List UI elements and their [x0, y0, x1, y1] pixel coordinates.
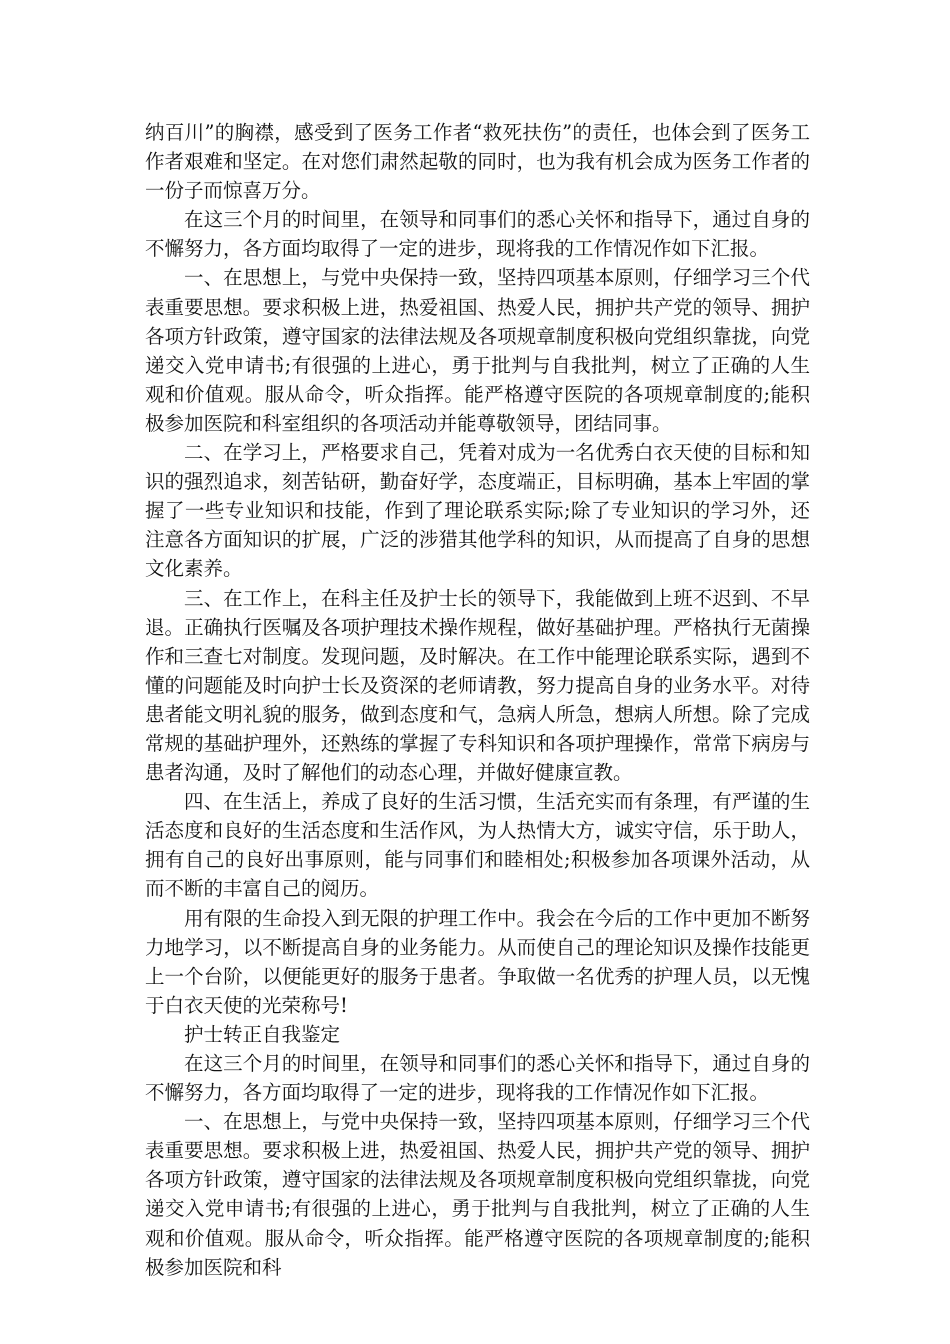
paragraph-ideology-repeat: 一、在思想上，与党中央保持一致，坚持四项基本原则，仔细学习三个代表重要思想。要求积极上进，热爱祖国、热爱人民，拥护共产党的领导、拥护各项方针政策，遵守国家的法律法规及各项规章制度积极向党组织靠拢，向党递交入党申请书;有很强的上进心，勇于批判与自我批判，树立了正确的人生观和价值观。服从命令，听众指挥。能严格遵守医院的各项规章制度的;能积极参加医院和科	[145, 1110, 810, 1279]
paragraph-intro: 在这三个月的时间里，在领导和同事们的悉心关怀和指导下，通过自身的不懈努力，各方面均取得了一定的进步，现将我的工作情况作如下汇报。	[145, 208, 810, 261]
paragraph-ideology: 一、在思想上，与党中央保持一致，坚持四项基本原则，仔细学习三个代表重要思想。要求积极上进，热爱祖国、热爱人民，拥护共产党的领导、拥护各项方针政策，遵守国家的法律法规及各项规章制度积极向党组织靠拢，向党递交入党申请书;有很强的上进心，勇于批判与自我批判，树立了正确的人生观和价值观。服从命令，听众指挥。能严格遵守医院的各项规章制度的;能积极参加医院和科室组织的各项活动并能尊敬领导，团结同事。	[145, 266, 810, 435]
paragraph-conclusion: 用有限的生命投入到无限的护理工作中。我会在今后的工作中更加不断努力地学习，以不断提高自身的业务能力。从而使自己的理论知识及操作技能更上一个台阶，以便能更好的服务于患者。争取做一名优秀的护理人员，以无愧于白衣天使的光荣称号!	[145, 906, 810, 1017]
paragraph-life: 四、在生活上，养成了良好的生活习惯，生活充实而有条理，有严谨的生活态度和良好的生活态度和生活作风，为人热情大方，诚实守信，乐于助人，拥有自己的良好出事原则，能与同事们和睦相处;积极参加各项课外活动，从而不断的丰富自己的阅历。	[145, 790, 810, 901]
paragraph-study: 二、在学习上，严格要求自己，凭着对成为一名优秀白衣天使的目标和知识的强烈追求，刻苦钻研，勤奋好学，态度端正，目标明确，基本上牢固的掌握了一些专业知识和技能，作到了理论联系实际;除了专业知识的学习外，还注意各方面知识的扩展，广泛的涉猎其他学科的知识，从而提高了自身的思想文化素养。	[145, 441, 810, 581]
document-body	[145, 118, 810, 1282]
paragraph-continuation: 纳百川”的胸襟，感受到了医务工作者“救死扶伤”的责任，也体会到了医务工作者艰难和坚定。在对您们肃然起敬的同时，也为我有机会成为医务工作者的一份子而惊喜万分。	[145, 121, 810, 203]
paragraph-intro-repeat: 在这三个月的时间里，在领导和同事们的悉心关怀和指导下，通过自身的不懈努力，各方面均取得了一定的进步，现将我的工作情况作如下汇报。	[145, 1052, 810, 1105]
section-heading: 护士转正自我鉴定	[184, 1022, 341, 1046]
paragraph-work: 三、在工作上，在科主任及护士长的领导下，我能做到上班不迟到、不早退。正确执行医嘱及各项护理技术操作规程，做好基础护理。严格执行无菌操作和三查七对制度。发现问题，及时解决。在工作中能理论联系实际，遇到不懂的问题能及时向护士长及资深的老师请教，努力提高自身的业务水平。对待患者能文明礼貌的服务，做到态度和气，急病人所急，想病人所想。除了完成常规的基础护理外，还熟练的掌握了专科知识和各项护理操作，常常下病房与患者沟通，及时了解他们的动态心理，并做好健康宣教。	[145, 586, 810, 785]
